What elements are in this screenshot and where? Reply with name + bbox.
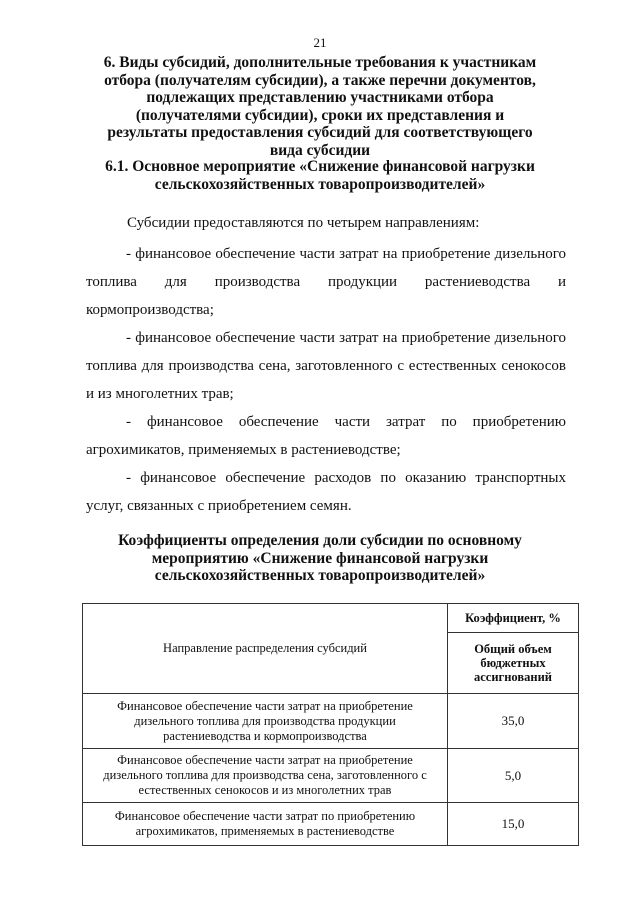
subsection-heading: 6.1. Основное мероприятие «Снижение финансовой нагрузки сельскохозяйственных товаропроизводителей»	[105, 158, 535, 193]
row-direction: Финансовое обеспечение части затрат на приобретение дизельного топлива для производства сена, заготовленного с естественных сенокосов и из многолетних трав	[83, 749, 448, 803]
directions-list	[86, 240, 566, 520]
table-row	[83, 694, 579, 749]
direction-item: - финансовое обеспечение части затрат по приобретению агрохимикатов, применяемых в растениеводстве;	[86, 414, 566, 458]
header-coefficient: Коэффициент, %	[448, 604, 579, 633]
table-row	[83, 749, 579, 803]
table-row	[83, 803, 579, 846]
page-number: 21	[313, 35, 327, 50]
row-value: 15,0	[448, 803, 579, 846]
row-direction: Финансовое обеспечение части затрат на приобретение дизельного топлива для производства продукции растениеводства и кормопроизводства	[83, 694, 448, 749]
intro-text: Субсидии предоставляются по четырем направлениям:	[127, 215, 480, 231]
section-heading: 6. Виды субсидий, дополнительные требования к участникам отбора (получателям субсидии), а также перечни документов, подлежащих представлению участниками отбора (получателями субсидии), сроки их представления и результаты предоставления субсидий для соответствующего вида субсидии	[103, 54, 537, 159]
header-total-budget: Общий объем бюджетных ассигнований	[448, 633, 579, 694]
table-title: Коэффициенты определения доли субсидии по основному мероприятию «Снижение финансовой нагрузки сельскохозяйственных товаропроизводителей»	[118, 532, 522, 584]
direction-item: - финансовое обеспечение части затрат на приобретение дизельного топлива для производства сена, заготовленного с естественных сенокосов и из многолетних трав;	[86, 330, 566, 402]
direction-item: - финансовое обеспечение части затрат на приобретение дизельного топлива для производства продукции растениеводства и кормопроизводства;	[86, 246, 566, 318]
direction-item: - финансовое обеспечение расходов по оказанию транспортных услуг, связанных с приобретением семян.	[86, 470, 566, 514]
coefficients-table	[82, 603, 579, 846]
row-value: 5,0	[448, 749, 579, 803]
header-direction: Направление распределения субсидий	[83, 604, 448, 694]
row-direction: Финансовое обеспечение части затрат по приобретению агрохимикатов, применяемых в растениеводстве	[83, 803, 448, 846]
row-value: 35,0	[448, 694, 579, 749]
